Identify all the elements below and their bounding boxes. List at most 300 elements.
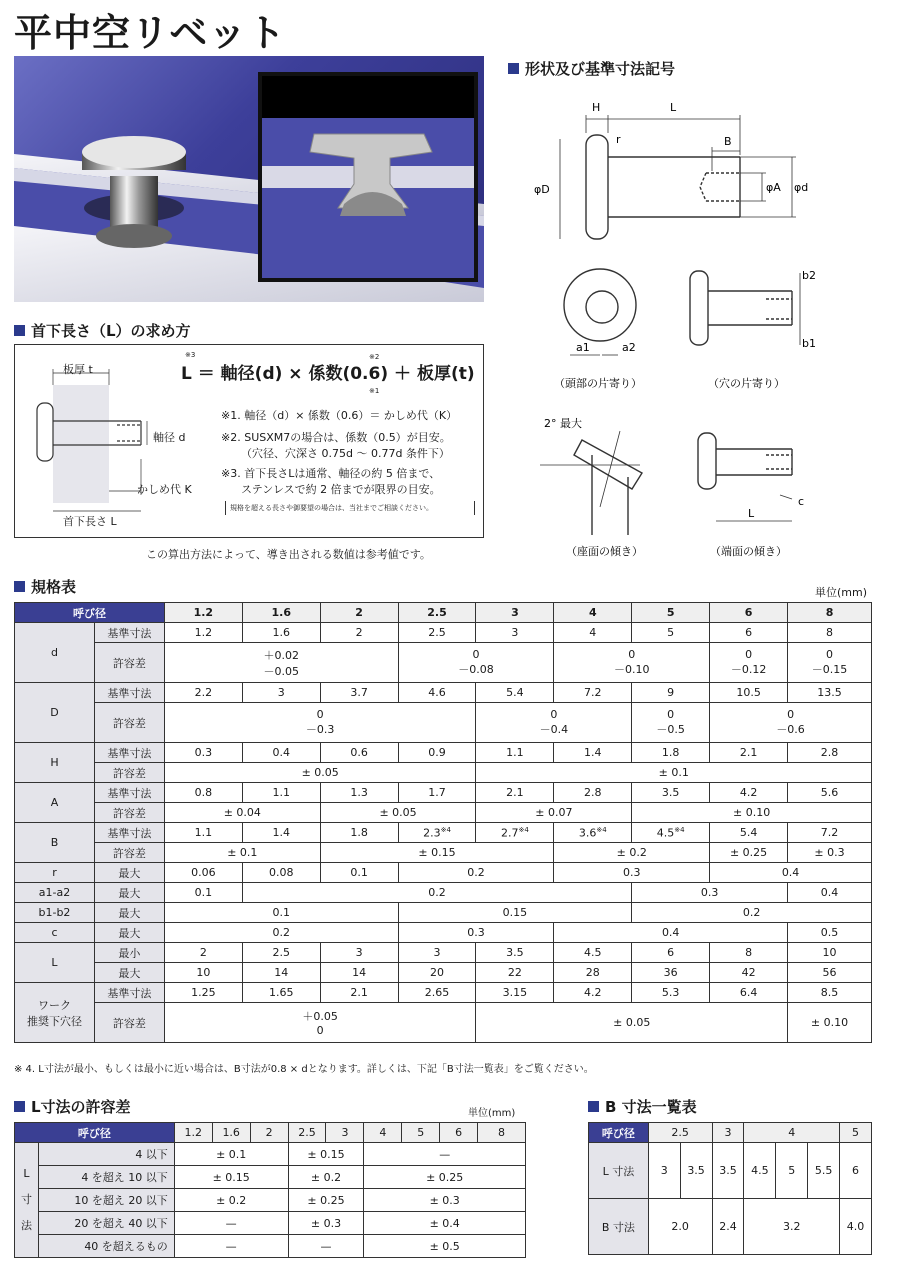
cell	[710, 703, 872, 743]
ltol-header-row	[15, 1123, 526, 1143]
max-label: 最大	[94, 963, 164, 983]
footnote-mark: ※4	[596, 825, 607, 834]
cell: 2.1	[710, 743, 788, 763]
length-diagram	[31, 363, 221, 523]
ltol-size: 5	[402, 1123, 440, 1143]
section-marker-icon	[14, 581, 25, 592]
kijun-label: 基準寸法	[94, 983, 164, 1003]
dim-angle: 2° 最大	[544, 417, 582, 430]
tol-lower: －0.12	[730, 663, 767, 676]
caption-hole: （穴の片寄り）	[708, 377, 785, 390]
cell	[554, 643, 710, 683]
footnote-4: ※ 4. L寸法が最小、もしくは最小に近い場合は、B寸法が0.8 × dとなります。詳しくは、下記「B寸法一覧表」をご覧ください。	[14, 1064, 594, 1075]
dimension-diagrams	[530, 95, 820, 565]
kyoyo-label: 許容差	[94, 843, 164, 863]
max-label: 最大	[94, 903, 164, 923]
footnote-mark: ※4	[674, 825, 685, 834]
kyoyo-label: 許容差	[94, 763, 164, 783]
dim-a1: a1	[576, 341, 590, 354]
cell	[554, 823, 632, 843]
cell: 0.4	[242, 743, 320, 763]
cell: 8	[788, 623, 872, 643]
note-1: ※1. 軸径（d）× 係数（0.6）＝ かしめ代（K）	[221, 409, 458, 422]
cell: 5.5	[808, 1143, 840, 1199]
table-row	[15, 683, 872, 703]
ltol-row-label: 40 を超えるもの	[38, 1235, 174, 1258]
mark-3: ※3	[185, 351, 196, 359]
spec-size: 3	[476, 603, 554, 623]
table-row	[15, 863, 872, 883]
formula-caption: この算出方法によって、導き出される数値は参考値です。	[146, 548, 431, 561]
axis-label: 軸径 d	[153, 431, 186, 444]
formula-box	[14, 344, 484, 538]
cell: 1.7	[398, 783, 476, 803]
table-row	[15, 643, 872, 683]
cell: 20	[398, 963, 476, 983]
table-row	[589, 1143, 872, 1199]
spec-header-label: 呼び径	[15, 603, 165, 623]
cell: 0.06	[164, 863, 242, 883]
ltol-side-1: L	[23, 1167, 30, 1180]
cell: 14	[242, 963, 320, 983]
table-row	[15, 1166, 526, 1189]
cell: —	[174, 1235, 288, 1258]
cell: 6	[710, 623, 788, 643]
spec-size: 2.5	[398, 603, 476, 623]
cell: 0.2	[398, 863, 554, 883]
cell	[476, 703, 632, 743]
cell: 10.5	[710, 683, 788, 703]
cell	[632, 703, 710, 743]
spec-table	[14, 602, 872, 1043]
cell: 36	[632, 963, 710, 983]
tol-lower: －0.6	[776, 723, 805, 736]
note-2: ※2. SUSXM7の場合は、係数（0.5）が目安。	[221, 431, 451, 444]
cell: ± 0.10	[632, 803, 872, 823]
dim-L: L	[670, 101, 677, 114]
cell: 3	[320, 943, 398, 963]
caption-head: （頭部の片寄り）	[554, 377, 642, 390]
cell: 0.15	[398, 903, 632, 923]
kyoyo-label: 許容差	[94, 703, 164, 743]
spec-size: 1.2	[164, 603, 242, 623]
ltol-size: 4	[364, 1123, 402, 1143]
section-marker-icon	[14, 1101, 25, 1112]
cell: —	[364, 1143, 526, 1166]
cell: 2.5	[398, 623, 476, 643]
cell: 4.5	[554, 943, 632, 963]
ltol-header-label: 呼び径	[15, 1123, 175, 1143]
ltol-size: 1.6	[212, 1123, 250, 1143]
cell: ± 0.1	[174, 1143, 288, 1166]
cell	[788, 643, 872, 683]
cell: 0.9	[398, 743, 476, 763]
table-row	[15, 823, 872, 843]
cell: 1.25	[164, 983, 242, 1003]
cell: ± 0.25	[710, 843, 788, 863]
cell: ± 0.2	[174, 1189, 288, 1212]
cell-value: 2.3	[423, 826, 441, 840]
neck-label: 首下長さ L	[63, 515, 117, 528]
cell: ± 0.1	[476, 763, 872, 783]
cell: 8.5	[788, 983, 872, 1003]
tol-lower: －0.15	[811, 663, 848, 676]
tol-lower: 0	[316, 1024, 324, 1037]
cell: 13.5	[788, 683, 872, 703]
cell: 0.1	[164, 883, 242, 903]
table-row	[15, 883, 872, 903]
cell: 3.5	[476, 943, 554, 963]
cell: 3	[648, 1143, 680, 1199]
spec-size: 1.6	[242, 603, 320, 623]
dim-phiA: φA	[766, 181, 781, 194]
section-marker-icon	[508, 63, 519, 74]
tol-upper: 0	[667, 708, 675, 721]
max-label: 最大	[94, 923, 164, 943]
footnote-mark: ※4	[518, 825, 529, 834]
cell: 1.1	[242, 783, 320, 803]
cell: ± 0.3	[364, 1189, 526, 1212]
dim-phiD: φD	[534, 183, 550, 196]
blist-row-label: L 寸法	[589, 1143, 649, 1199]
cell: 3	[476, 623, 554, 643]
cell: 4.5	[744, 1143, 776, 1199]
tol-upper: 0	[628, 648, 636, 661]
row-label-d: d	[15, 623, 95, 683]
work-label-1: ワーク	[37, 998, 71, 1012]
ltol-table	[14, 1122, 526, 1258]
tol-lower: －0.08	[458, 663, 494, 676]
cell: —	[288, 1235, 364, 1258]
cell	[164, 1003, 476, 1043]
row-label-A: A	[15, 783, 95, 823]
blist-size: 5	[840, 1123, 872, 1143]
caption-seat: （座面の傾き）	[566, 545, 643, 558]
tol-upper: 0	[316, 708, 324, 721]
dim-phid: φd	[794, 181, 809, 194]
section-length-heading: 首下長さ（L）の求め方	[14, 320, 191, 341]
cell: 1.65	[242, 983, 320, 1003]
kyoyo-label: 許容差	[94, 803, 164, 823]
section-blist-heading: B 寸法一覧表	[588, 1096, 697, 1117]
dim-H: H	[592, 101, 601, 114]
row-label-a: a1-a2	[15, 883, 95, 903]
kashime-label: かしめ代 K	[137, 483, 192, 496]
cell: ± 0.1	[164, 843, 320, 863]
cell: 1.8	[632, 743, 710, 763]
cell: 0.6	[320, 743, 398, 763]
row-label-H: H	[15, 743, 95, 783]
cell: ± 0.3	[788, 843, 872, 863]
section-marker-icon	[588, 1101, 599, 1112]
table-row	[15, 743, 872, 763]
caption-end: （端面の傾き）	[710, 545, 787, 558]
ltol-row-label: 20 を超え 40 以下	[38, 1212, 174, 1235]
blist-size: 3	[712, 1123, 744, 1143]
cell: 3.2	[744, 1199, 840, 1255]
rivet-photo	[14, 56, 484, 302]
spec-size: 6	[710, 603, 788, 623]
dim-b1: b1	[802, 337, 816, 350]
cell: 3.7	[320, 683, 398, 703]
cell: 56	[788, 963, 872, 983]
note-3: ※3. 首下長さLは通常、軸径の約 5 倍まで、	[221, 467, 441, 480]
tol-upper: 0	[826, 648, 834, 661]
ltol-size: 6	[440, 1123, 478, 1143]
row-label-D: D	[15, 683, 95, 743]
table-row	[15, 763, 872, 783]
table-row	[15, 1189, 526, 1212]
mark-1: ※1	[369, 387, 380, 395]
spec-size: 4	[554, 603, 632, 623]
cell: —	[174, 1212, 288, 1235]
blist-header-label: 呼び径	[589, 1123, 649, 1143]
cell: 0.08	[242, 863, 320, 883]
max-label: 最大	[94, 863, 164, 883]
cell: 0.5	[788, 923, 872, 943]
page-title: 平中空リベット	[14, 11, 287, 55]
cell: 2.1	[320, 983, 398, 1003]
cell: ± 0.10	[788, 1003, 872, 1043]
section-spec-heading: 規格表	[14, 576, 76, 597]
spec-size: 2	[320, 603, 398, 623]
blist-row-label: B 寸法	[589, 1199, 649, 1255]
row-label-L: L	[15, 943, 95, 983]
cell: 6	[632, 943, 710, 963]
row-label-B: B	[15, 823, 95, 863]
cell: 0.1	[164, 903, 398, 923]
cell: 8	[710, 943, 788, 963]
table-row	[15, 1143, 526, 1166]
kijun-label: 基準寸法	[94, 623, 164, 643]
ltol-side-label	[15, 1143, 39, 1258]
dim-a2: a2	[622, 341, 636, 354]
ltol-row-label: 4 以下	[38, 1143, 174, 1166]
note-3b: ステンレスで約 2 倍までが限界の目安。	[241, 483, 441, 496]
ltol-row-label: 4 を超え 10 以下	[38, 1166, 174, 1189]
cell: 1.4	[242, 823, 320, 843]
cell: ± 0.15	[174, 1166, 288, 1189]
table-row	[15, 963, 872, 983]
ltol-side-3: 法	[20, 1219, 32, 1232]
cell: 0.3	[632, 883, 788, 903]
cell: 3.5	[712, 1143, 744, 1199]
cell	[710, 643, 788, 683]
cell: 2	[320, 623, 398, 643]
unit-label: 単位(mm)	[815, 586, 868, 599]
unit-label-2: 単位(mm)	[468, 1108, 516, 1119]
table-row	[15, 623, 872, 643]
blist-size: 4	[744, 1123, 840, 1143]
cell-value: 3.6	[578, 826, 597, 840]
cell: 0.3	[164, 743, 242, 763]
cell: 5	[632, 623, 710, 643]
cell-value: 4.5	[656, 826, 675, 840]
cell: 3	[398, 943, 476, 963]
tol-upper: ＋0.05	[302, 1010, 338, 1023]
formula-main: L ＝ 軸径(d) × 係数(0.6) ＋ 板厚(t)	[181, 364, 475, 384]
tol-lower: －0.05	[263, 664, 299, 678]
cell	[398, 643, 554, 683]
min-label: 最小	[94, 943, 164, 963]
dim-r: r	[616, 133, 621, 146]
note-2b: （穴径、穴深さ 0.75d ～ 0.77d 条件下）	[241, 447, 450, 460]
ltol-size: 2	[250, 1123, 288, 1143]
cell: 22	[476, 963, 554, 983]
cell: ± 0.07	[476, 803, 632, 823]
cell: 3	[242, 683, 320, 703]
table-row	[15, 843, 872, 863]
cell: 5.4	[710, 823, 788, 843]
cell: 0.1	[320, 863, 398, 883]
row-label-c: c	[15, 923, 95, 943]
kijun-label: 基準寸法	[94, 683, 164, 703]
table-row	[15, 703, 872, 743]
cell: ± 0.05	[476, 1003, 788, 1043]
tol-lower: －0.4	[539, 723, 569, 736]
ltol-side-2: 寸	[20, 1193, 32, 1206]
dim-L2: L	[748, 507, 755, 520]
mark-2: ※2	[369, 353, 380, 361]
cell: 4	[554, 623, 632, 643]
table-row	[15, 923, 872, 943]
cell: 10	[788, 943, 872, 963]
table-row	[15, 943, 872, 963]
cell: 1.1	[164, 823, 242, 843]
cell	[398, 823, 476, 843]
cell: 7.2	[554, 683, 632, 703]
cell: 0.3	[554, 863, 710, 883]
ltol-row-label: 10 を超え 20 以下	[38, 1189, 174, 1212]
tol-upper: 0	[745, 648, 753, 661]
cell: 1.4	[554, 743, 632, 763]
ltol-size: 3	[326, 1123, 364, 1143]
kyoyo-label: 許容差	[94, 1003, 164, 1043]
cell: 9	[632, 683, 710, 703]
cell: 2.0	[648, 1199, 712, 1255]
spec-header-row	[15, 603, 872, 623]
table-row	[15, 803, 872, 823]
cell: ± 0.05	[320, 803, 476, 823]
cell: 5.6	[788, 783, 872, 803]
cell: 1.3	[320, 783, 398, 803]
cell-value: 2.7	[500, 826, 519, 840]
cell: 3.15	[476, 983, 554, 1003]
blist-header-row	[589, 1123, 872, 1143]
cell: 5	[776, 1143, 808, 1199]
rivet-photo-image	[14, 56, 484, 302]
cell: ± 0.15	[320, 843, 554, 863]
table-row	[15, 983, 872, 1003]
section-shape-heading: 形状及び基準寸法記号	[508, 58, 675, 79]
dim-c: c	[798, 495, 805, 508]
kyoyo-label: 許容差	[94, 643, 164, 683]
note-4: 規格を超える長さや御要望の場合は、当社までご相談ください。	[225, 501, 475, 515]
table-row	[15, 903, 872, 923]
table-row	[15, 783, 872, 803]
kijun-label: 基準寸法	[94, 743, 164, 763]
cell	[632, 823, 710, 843]
cell: 3.5	[680, 1143, 712, 1199]
kijun-label: 基準寸法	[94, 823, 164, 843]
spec-size: 8	[788, 603, 872, 623]
cell: 2	[164, 943, 242, 963]
cell: 4.2	[710, 783, 788, 803]
cell: 0.4	[554, 923, 788, 943]
cell: 10	[164, 963, 242, 983]
cell: 5.3	[632, 983, 710, 1003]
cell: ± 0.05	[164, 763, 476, 783]
cell: 0.2	[164, 923, 398, 943]
table-row	[589, 1199, 872, 1255]
cell: 0.4	[710, 863, 872, 883]
section-ltol-heading: L寸法の許容差	[14, 1096, 131, 1117]
cell: 42	[710, 963, 788, 983]
cell: 7.2	[788, 823, 872, 843]
cell: ± 0.25	[288, 1189, 364, 1212]
tol-lower: －0.5	[656, 723, 685, 736]
cell: 5.4	[476, 683, 554, 703]
row-label-b: b1-b2	[15, 903, 95, 923]
cell: ± 0.5	[364, 1235, 526, 1258]
cell: 4.6	[398, 683, 476, 703]
cell: 2.4	[712, 1199, 744, 1255]
cell: ± 0.4	[364, 1212, 526, 1235]
cell: ± 0.15	[288, 1143, 364, 1166]
tol-upper: ＋0.02	[263, 648, 299, 662]
cell: 2.2	[164, 683, 242, 703]
cell: 0.4	[788, 883, 872, 903]
cell: ± 0.04	[164, 803, 320, 823]
board-label: 板厚 t	[63, 363, 93, 376]
max-label: 最大	[94, 883, 164, 903]
tol-upper: 0	[472, 648, 480, 661]
tol-lower: －0.10	[613, 663, 650, 676]
cell	[164, 643, 398, 683]
work-label-2: 推奨下穴径	[26, 1014, 82, 1028]
cell: 2.1	[476, 783, 554, 803]
cell: 2.65	[398, 983, 476, 1003]
dim-b2: b2	[802, 269, 816, 282]
cell	[164, 703, 476, 743]
cell: 0.2	[632, 903, 872, 923]
cell: 1.2	[164, 623, 242, 643]
cell: 4.0	[840, 1199, 872, 1255]
section-marker-icon	[14, 325, 25, 336]
spec-size: 5	[632, 603, 710, 623]
cell: 3.5	[632, 783, 710, 803]
table-row	[15, 1003, 872, 1043]
cell: ± 0.25	[364, 1166, 526, 1189]
dim-B: B	[724, 135, 732, 148]
ltol-size: 8	[478, 1123, 526, 1143]
cell: 14	[320, 963, 398, 983]
cell: 2.8	[554, 783, 632, 803]
footnote-mark: ※4	[440, 825, 451, 834]
tol-upper: 0	[787, 708, 795, 721]
cell: 1.6	[242, 623, 320, 643]
blist-table	[588, 1122, 872, 1255]
cell: 2.5	[242, 943, 320, 963]
tol-upper: 0	[550, 708, 558, 721]
cell: ± 0.3	[288, 1212, 364, 1235]
cell: ± 0.2	[554, 843, 710, 863]
tol-lower: －0.3	[305, 723, 335, 736]
kijun-label: 基準寸法	[94, 783, 164, 803]
cell: 1.1	[476, 743, 554, 763]
ltol-size: 2.5	[288, 1123, 326, 1143]
table-row	[15, 1235, 526, 1258]
